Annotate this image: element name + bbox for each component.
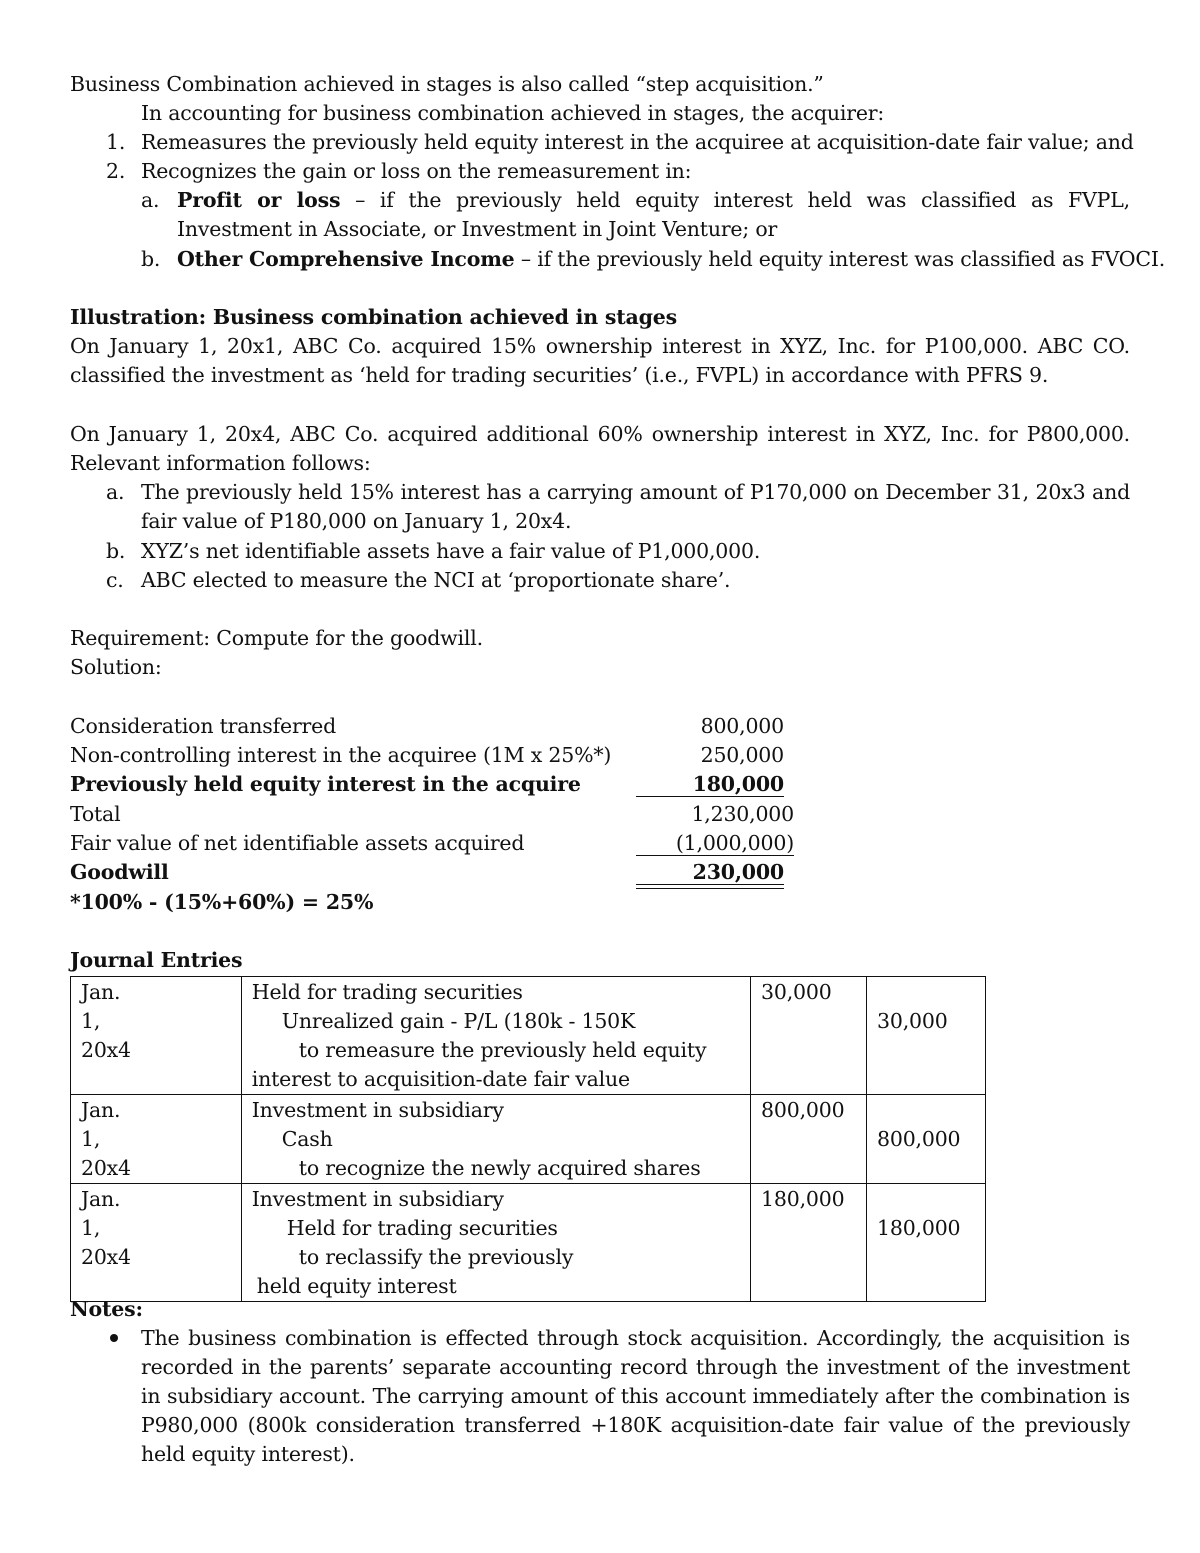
underline-previous bbox=[636, 796, 784, 797]
sub-item-a-bold: Profit or loss bbox=[177, 188, 341, 212]
comp-amount-fair-value: (1,000,000) bbox=[675, 831, 794, 855]
bullet-icon bbox=[110, 1334, 118, 1342]
solution-label: Solution: bbox=[70, 655, 162, 679]
comp-label-previous: Previously held equity interest in the acquire bbox=[70, 772, 581, 796]
sub-item-b-text: – if the previously held equity interest was classified as FVOCI. bbox=[514, 247, 1166, 271]
journal-date: Jan. 1, 20x4 bbox=[71, 1184, 242, 1302]
list-item-2: Recognizes the gain or loss on the remeasurement in: bbox=[141, 159, 692, 183]
info-item-b: XYZ’s net identifiable assets have a fair value of P1,000,000. bbox=[141, 539, 761, 563]
journal-title: Journal Entries bbox=[70, 948, 243, 972]
comp-label-fair-value: Fair value of net identifiable assets acquired bbox=[70, 831, 525, 855]
journal-credit: 30,000 bbox=[867, 977, 986, 1095]
requirement-text: Requirement: Compute for the goodwill. bbox=[70, 626, 483, 650]
journal-credit: 800,000 bbox=[867, 1095, 986, 1184]
double-underline-goodwill-1 bbox=[636, 884, 784, 885]
sub-item-b-bold: Other Comprehensive Income bbox=[177, 247, 515, 271]
journal-date: Jan. 1, 20x4 bbox=[71, 977, 242, 1095]
journal-credit: 180,000 bbox=[867, 1184, 986, 1302]
list-number-1: 1. bbox=[106, 130, 126, 154]
info-item-c: ABC elected to measure the NCI at ‘proportionate share’. bbox=[141, 568, 731, 592]
journal-debit: 180,000 bbox=[751, 1184, 867, 1302]
journal-row bbox=[71, 1095, 986, 1184]
sub-item-a bbox=[177, 186, 1130, 244]
comp-amount-nci: 250,000 bbox=[700, 743, 784, 767]
illustration-title: Illustration: Business combination achieved in stages bbox=[70, 305, 677, 329]
list-number-2: 2. bbox=[106, 159, 126, 183]
comp-amount-previous: 180,000 bbox=[692, 772, 784, 796]
info-letter-a: a. bbox=[106, 480, 125, 504]
info-letter-c: c. bbox=[106, 568, 124, 592]
comp-amount-total: 1,230,000 bbox=[691, 802, 794, 826]
journal-debit: 800,000 bbox=[751, 1095, 867, 1184]
journal-table bbox=[70, 976, 986, 1302]
intro-line-1: Business Combination achieved in stages is also called “step acquisition.” bbox=[70, 72, 824, 96]
comp-amount-goodwill: 230,000 bbox=[692, 860, 784, 884]
info-item-a: The previously held 15% interest has a carrying amount of P170,000 on December 31, 20x3 and fair value of P180,000 on January 1, 20x4. bbox=[141, 480, 1130, 533]
illustration-para-1: On January 1, 20x1, ABC Co. acquired 15% ownership interest in XYZ, Inc. for P100,000. ABC CO. classified the investment as ‘held for trading securities’ (i.e., FVPL) in accordance with PFRS 9. bbox=[70, 334, 1130, 387]
sub-item-a-text: – if the previously held equity interest held was classified as FVPL, Investment in Associate, or Investment in Joint Venture; or bbox=[177, 188, 1130, 241]
info-letter-b: b. bbox=[106, 539, 126, 563]
intro-line-2: In accounting for business combination achieved in stages, the acquirer: bbox=[141, 101, 885, 125]
journal-description: Held for trading securities Unrealized gain - P/L (180k - 150K to remeasure the previously held equity interest to acquisition-date fair value bbox=[241, 977, 750, 1095]
journal-description: Investment in subsidiary Held for trading securities to reclassify the previously held equity interest bbox=[241, 1184, 750, 1302]
comp-label-goodwill: Goodwill bbox=[70, 860, 169, 884]
sub-letter-a: a. bbox=[141, 188, 160, 212]
underline-fair-value bbox=[636, 855, 794, 856]
journal-description: Investment in subsidiary Cash to recognize the newly acquired shares bbox=[241, 1095, 750, 1184]
comp-label-nci: Non-controlling interest in the acquiree (1M x 25%*) bbox=[70, 743, 612, 767]
journal-date: Jan. 1, 20x4 bbox=[71, 1095, 242, 1184]
sub-letter-b: b. bbox=[141, 247, 161, 271]
journal-row bbox=[71, 1184, 986, 1302]
journal-debit: 30,000 bbox=[751, 977, 867, 1095]
sub-item-b bbox=[177, 245, 1165, 274]
illustration-para-2: On January 1, 20x4, ABC Co. acquired additional 60% ownership interest in XYZ, Inc. for P800,000. Relevant information follows: bbox=[70, 422, 1130, 475]
notes-bullet-1: The business combination is effected through stock acquisition. Accordingly, the acquisition is recorded in the parents’ separate accounting record through the investment of the investment in subsidiary account. The carrying amount of this account immediately after the combination is P980,000 (800k consideration transferred +180K acquisition-date fair value of the previously held equity interest). bbox=[141, 1326, 1130, 1466]
notes-title: Notes: bbox=[70, 1297, 143, 1321]
comp-footnote: *100% - (15%+60%) = 25% bbox=[70, 890, 374, 914]
comp-amount-consideration: 800,000 bbox=[700, 714, 784, 738]
comp-label-total: Total bbox=[70, 802, 121, 826]
list-item-1: Remeasures the previously held equity interest in the acquiree at acquisition-date fair value; and bbox=[141, 130, 1134, 154]
comp-label-consideration: Consideration transferred bbox=[70, 714, 336, 738]
double-underline-goodwill-2 bbox=[636, 888, 784, 889]
journal-row bbox=[71, 977, 986, 1095]
